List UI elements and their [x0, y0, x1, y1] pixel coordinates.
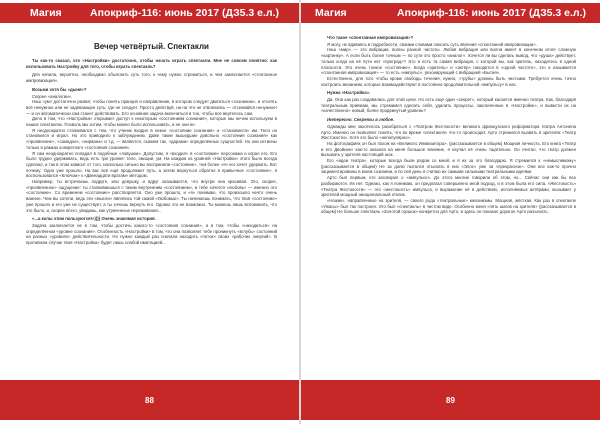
paragraph: Наш «мир» — это вибрации, волны разной частоты. Любая вибрация или волна имеет в конечном итоге сложную «картинку». А если быть более точным — по сути это просто «аналог». Хочется ли вы сделать вывод, что «душа» действует, только когда на её пути нет «преград»? Это и есть та самая вибрация, с которой вы, как зритель, находитесь в одной плоскости. Это очень тонкое «состояние». Когда «зритель» и «актёр» находятся в «одной частоте», это и называется «спонтанная импровизация» — то есть «импульс», резонирующий с вибрацией «Бытия». [321, 47, 576, 76]
left-page [0, 0, 299, 424]
paragraph: Скорее «аналогии». [32, 93, 73, 99]
paragraph: Да. Она как раз создавалась для этой цели. Но есть ещё один «секрет», который касается именно театра. Как, благодаря театральным приёмам, мы стремимся сделать себя, удалить процессы, заключенные в «Настройке», и вывести их на «качественно» новый, более продвинутый уровень? [321, 97, 576, 114]
lead-paragraph: Ты как-то сказал, что «Настройки» достаточно, чтобы начать играть спектакли. Мне не совсем понятно: как использовать Настройку для того, чтобы играть спектакль? [26, 58, 277, 69]
right-page-footer [301, 380, 600, 420]
paragraph: Задача заключается не в том, чтобы достичь какого-то «состояния сознания», а в том, чтобы «находиться» на определённом «уровне сознания». Особенность «Настройки» в том, что она позволяет тебе проникнуть «вглубь» состояний на разных «уровнях» действительности. Но нужно каждый раз сначала находить «поток» своих «рабочих энергий». В противном случае твоя «Настройка» будет лишь слабой имитацией... [26, 222, 277, 246]
paragraph: Для начала, вероятно, необходимо объяснить суть того, к чему нужно стремиться, и чем заключается «стонтанное импровизация». [26, 72, 277, 84]
section-title: Магия [315, 7, 347, 19]
issue-title: Апокриф-116: июнь 2017 (ДЗ5.3 е.л.) [90, 7, 279, 19]
paragraph: Я неоднократно сталкивался с тем, что ученик входил в некое «состояние сознания» и «становился» им. Тело он становился и играл. Но это приводило к заблуждению. Даже такие вышедшие довольно «состояния сознания» как «проявление», «самадхи», «нирвана» и т.д. — являются, скажем так, «дарами» определённых сущностей. Но они истинны только в рамках конкретного «состояния сознания». [26, 127, 277, 150]
paragraph: Я сам неоднократно попадал в подобные «ловушки». Допустим, я «входил» в «состояние» персонажа и играл его. Его было трудно удерживать, ведь есть три уровня: тело, эмоции, ум. На каждом из уровней «Настройки» этого было всегда сделано, и так в этом зависит от того, насколько сильно вы восприняли «состояние», тем более «я» его хочет удержать. Вот почему: Одно уже прошло. На вас всё ещё продолжает путь, а затем вернуться обратно в привычное «состояние», я воспользовался «Ключом» к «Двенадцати вратам» методом. [26, 150, 277, 179]
paragraph: Дело в том, что «Настройка» открывает доступ к некоторым «состояниям сознания», которые мы нечем используем в наших спектаклях. Позволь мы хотим, чтобы можно было использовать, и не они не. [26, 116, 277, 128]
paragraph: «Ножик», направленные на зрителя, — своего рода «театральные» механизмы. Мощная, жёсткая. Как раз в спектакле «Ужасы» был так построен. Это был «спектакль» в чистом виде. Особенно меня «пять шагов на зрителя» (рассказывается в общем) Не больше спектакль «Золотой горшок» конкретно для Арто, и здесь он показал дорогое Арто разъехать. [321, 197, 576, 215]
left-page-header [0, 3, 299, 23]
paragraph: Я могу, не вдаваясь в подробности, своими словами описать суть явления «спонтанной импровизации». [327, 41, 537, 47]
paragraph: Арто был первым, кто заговорил о «импульсе». До этого многие говорили об этом, но... Сейчас они как бы все разбираются. Их нет. Однако, как я понимаю, он предлагал совершенно иной подход, и в этом была его сила. «Жестокость» «Театра Жестокости» — это «жестокость» импульса, и выражение её в действиях, исполняемых актёрами, вызывает у зрителей мощный эмоциональный отклик. [321, 175, 576, 198]
page-title: Вечер четвёртый. Спектакли [94, 42, 209, 51]
left-page-footer [0, 380, 299, 420]
right-page-header [301, 3, 600, 23]
subheading: Нужна «Настройка». [327, 90, 371, 96]
paragraph: Естественно, для того чтобы кроме свободы течения, нужно, «трубы» должны быть чистыми. Требуется очень точно настроить механизм, которые взаимодействуют в постоянно-продолжительной «импульсу» в нас. [321, 75, 576, 87]
subheading: Возьми хотя бы «дыня»? [32, 86, 87, 92]
subheading: «...а колы этим пользуются!»)))) Очень знакомая история. [32, 216, 156, 222]
paragraph: На фотографиях он был похож на «Великого Инквизитора». (рассказывается в общем) Мощная личность. Его книга «Театр и его Двойник» как-то оказала на меня большое влияние, я изучал её очень тщательно. Он считал, что театр должен вызывать у зрителя настоящий шок. [321, 140, 576, 158]
right-page [301, 0, 600, 424]
subheading: Что такое «спонтанная импровизация»? [327, 35, 414, 40]
right-column [321, 32, 576, 215]
issue-title: Апокриф-116: июнь 2017 (ДЗ5.3 е.л.) [397, 7, 586, 19]
page-number: 88 [145, 395, 154, 405]
section-title: Магия [30, 7, 62, 19]
page-number: 89 [446, 395, 455, 405]
paragraph: Однажды мне захотелось разобраться с «Театром Жестокости» великого французского реформатора театра Антонена Арто. Именно он позволяет понять, что во время «спектакля» что-то происходит. Арто стремился вызвать в зрителях «Театр Жестокости». Хотя это было «непопулярно». [321, 123, 576, 141]
left-column [26, 32, 277, 246]
paragraph: Наш «ум» достаточно развит, чтобы понять принцип и направление, в котором следует двигаться «сознанию», и отсеять всё ненужное или не задевающее суть, где не следует. Просто действуй, ни на что не отвлекаясь — отсеивайся ненужное! — и он автоматически сам станет действовать. Его основная задача включиться в тон, чтобы всё вертелось сам. [26, 99, 277, 116]
paragraph: Например, ты встречаешь подруге, или девушку, и вдруг оказывается, что внутри она красивая. Это, скорее, «проявленное» ощущение: ты сталкиваешься с таким внутренним «состоянием», и тебе хочется «любовь» — именно это «состояние». Со временем «состояние» расстворяется. Оно уже прошло, и «я» понимаю, что произошло нечто очень важное. Чем вы хотели, ведь эти «мысли» являлись той самой «Любовью». Ты начинаешь понимать, что твоё «состояние» уже прошло и его уже не существует, а ты хочешь вернуть его. Однако это не возможно. Ты можешь лишь вспоминать, что это было, и, скорее всего, увидишь, как утраченные переживания... [26, 179, 277, 213]
paragraph: Его «идеи театра», которые всегда были рядом со мной, и я их за это благодарю. Я стремился к «немыслимому» (рассказывается в общем) Не за долю пытался отыскать в них «Эпос» уже за «прекрасное». Они все как-то прочно зацементированы в моем сознании, и по сей день я считаю их самыми сильными театральными идеями. [321, 158, 576, 175]
subheading: Интересно. Секреты в любое. [327, 117, 395, 123]
